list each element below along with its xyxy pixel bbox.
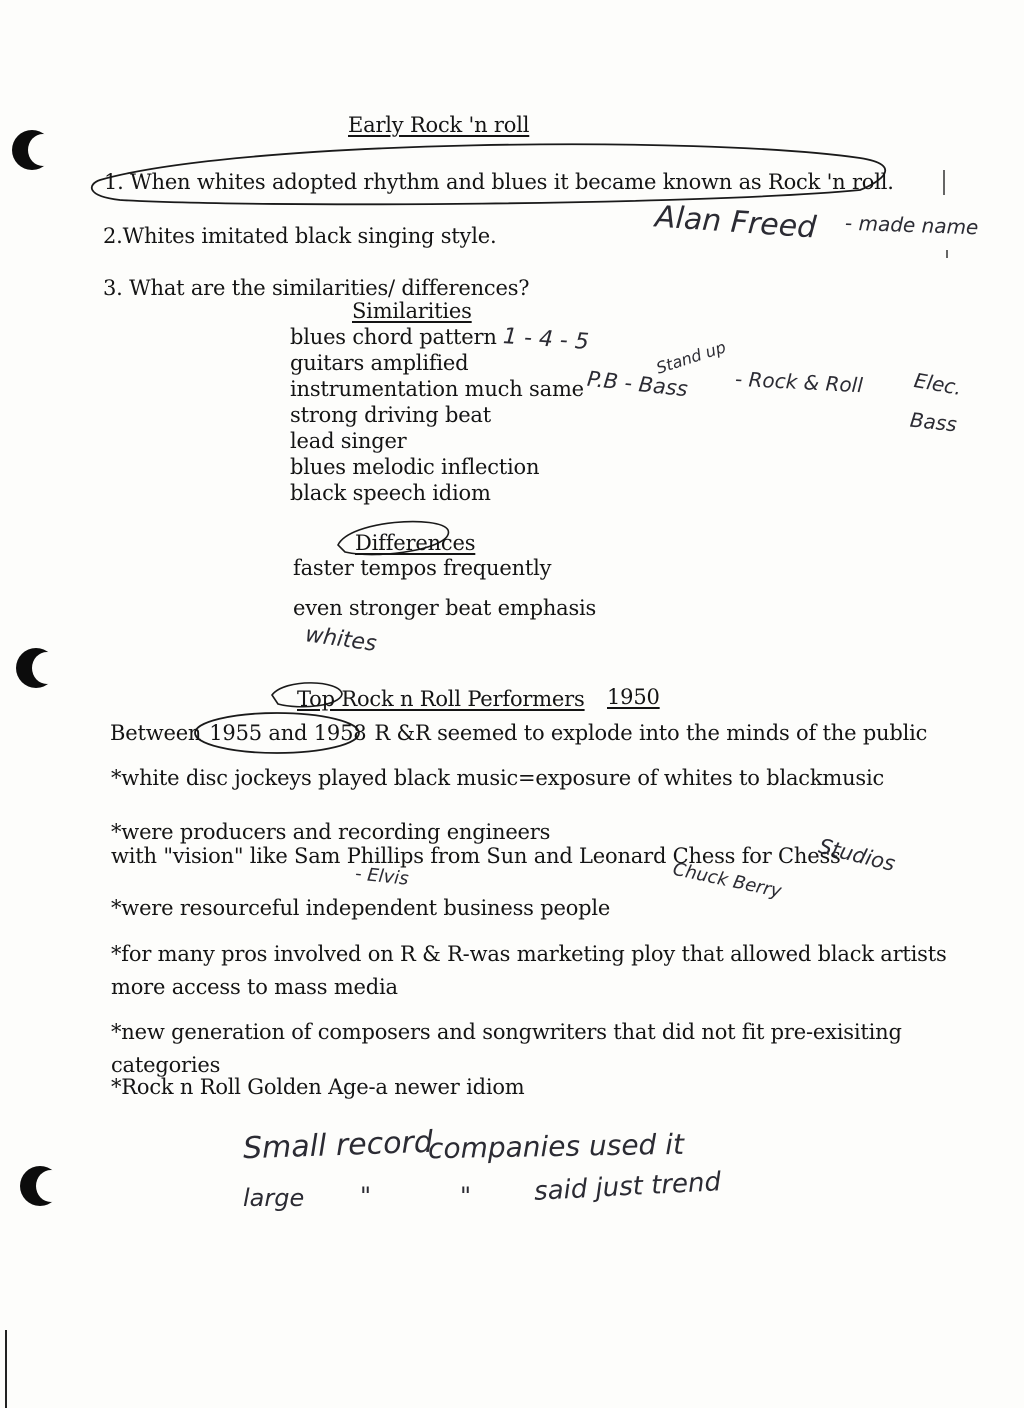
note-stand-up: Stand up (653, 337, 729, 378)
item-3: 3. What are the similarities/ differences? (103, 276, 530, 300)
note-whites: whites (303, 622, 379, 657)
note-alan-freed: Alan Freed (653, 199, 818, 246)
bullet-composers-line1: *new generation of composers and songwriters that did not fit pre-exisiting (111, 1020, 902, 1044)
note-bass: Bass (908, 407, 958, 437)
similarity-item: strong driving beat (290, 403, 491, 427)
similarity-item: blues chord pattern (290, 325, 497, 349)
bullet-producers-line2: with "vision" like Sam Phillips from Sun and Leonard Chess for Chess (111, 844, 841, 868)
bullet-marketing-line2: more access to mass media (111, 975, 398, 999)
bullet-marketing-line1: *for many pros involved on R & R-was marketing ploy that allowed black artists (111, 942, 947, 966)
note-chuck-berry: Chuck Berry (671, 858, 784, 903)
between-years: 1955 and 1958 (209, 721, 367, 745)
similarity-item: lead singer (290, 429, 407, 453)
performers-heading: Top Rock n Roll Performers (297, 687, 585, 711)
between-suffix: R &R seemed to explode into the minds of the public (374, 721, 928, 745)
note-rock-roll: - Rock & Roll (734, 366, 864, 398)
page-title: Early Rock 'n roll (348, 113, 530, 137)
performers-year: 1950 (607, 685, 660, 709)
similarities-heading: Similarities (352, 299, 472, 323)
item-2: 2.Whites imitated black singing style. (103, 224, 497, 248)
note-large: large (243, 1184, 305, 1212)
note-pb-bass: P.B - Bass (586, 366, 689, 402)
note-small-record: Small record (242, 1124, 434, 1167)
note-made-name: - made name (844, 210, 979, 240)
bullet-disc-jockeys: *white disc jockeys played black music=exposure of whites to blackmusic (111, 766, 885, 790)
note-ditto-2: " (460, 1182, 472, 1210)
between-prefix: Between (110, 721, 202, 745)
note-elec: Elec. (912, 368, 964, 400)
between-line (110, 721, 927, 745)
item-1: 1. When whites adopted rhythm and blues it became known as Rock 'n roll. (104, 170, 894, 194)
note-chord-numbers: 1 - 4 - 5 (502, 324, 590, 355)
bullet-business-people: *were resourceful independent business people (111, 896, 611, 920)
similarity-item: instrumentation much same (290, 377, 584, 401)
note-ditto-1: " (360, 1182, 372, 1210)
note-elvis: - Elvis (354, 863, 410, 890)
bullet-golden-age: *Rock n Roll Golden Age-a newer idiom (111, 1075, 525, 1099)
binder-hole-bottom (20, 1166, 60, 1206)
binder-hole-middle (16, 648, 56, 688)
differences-heading: Differences (355, 531, 476, 555)
bullet-composers-line2: categories (111, 1053, 221, 1077)
similarity-item: black speech idiom (290, 481, 491, 505)
note-companies-used-it: companies used it (427, 1127, 685, 1166)
note-said-just-trend: said just trend (533, 1167, 722, 1207)
binder-hole-top (12, 130, 52, 170)
bullet-producers-line1: *were producers and recording engineers (111, 820, 551, 844)
difference-item: faster tempos frequently (293, 556, 552, 580)
difference-item: even stronger beat emphasis (293, 596, 597, 620)
similarity-item: guitars amplified (290, 351, 469, 375)
note-studios: Studios (816, 833, 898, 877)
similarity-item: blues melodic inflection (290, 455, 540, 479)
